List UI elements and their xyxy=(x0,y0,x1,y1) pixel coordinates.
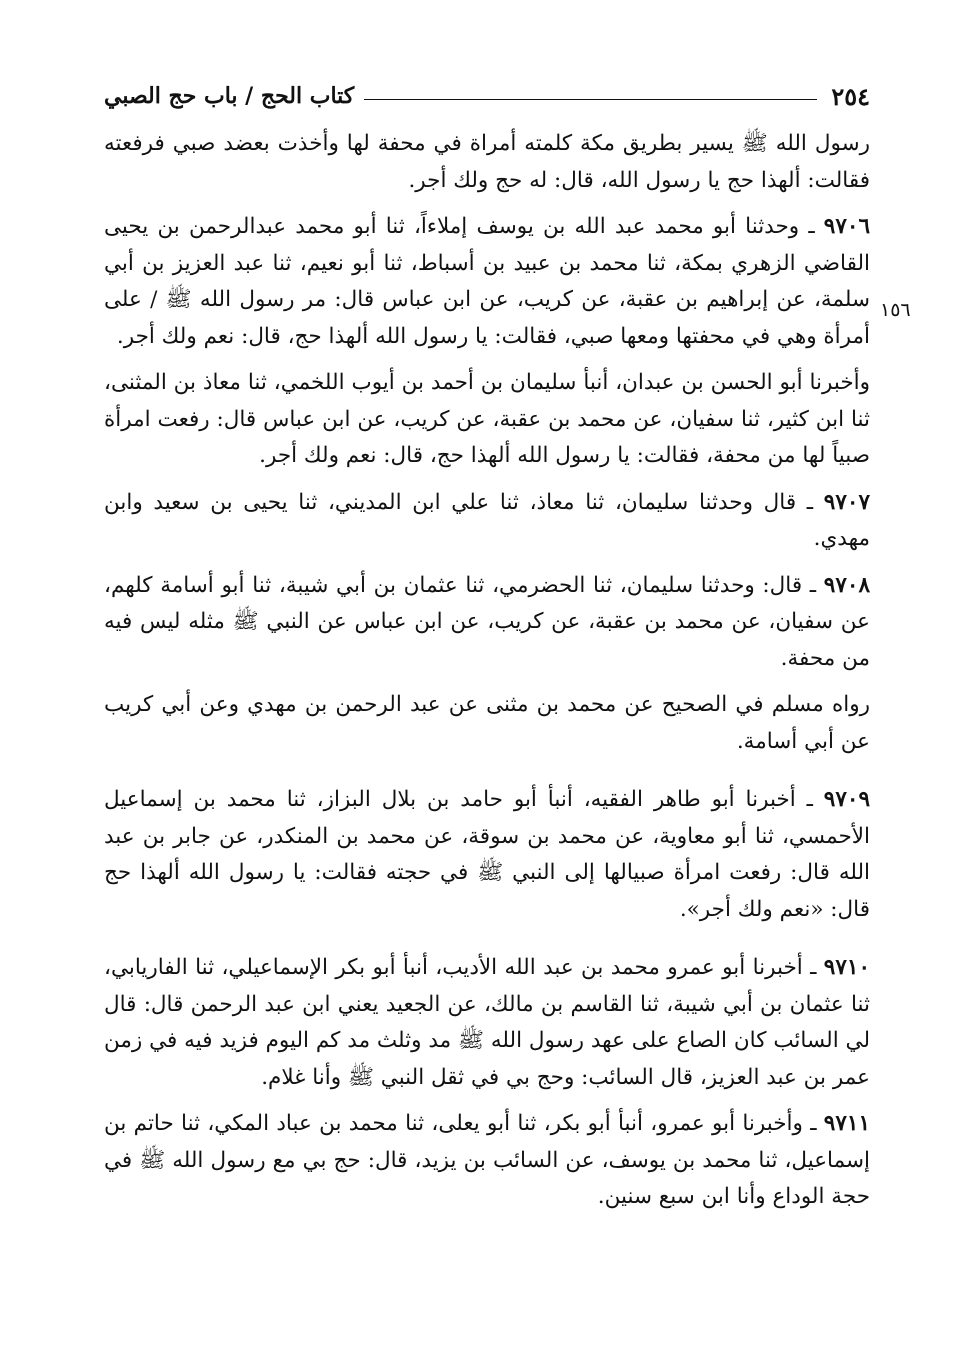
hadith-9711 xyxy=(104,1106,870,1216)
hadith-text: ـ قال: وحدثنا سليمان، ثنا الحضرمي، ثنا عثمان بن أبي شيبة، ثنا أبو أسامة كلهم، عن سفيان، عن محمد بن عقبة، عن كريب، عن ابن عباس عن النبي ﷺ مثله ليس فيه من محفة. xyxy=(104,572,870,671)
hadith-number: ٩٧١٠ xyxy=(823,955,870,980)
hadith-9709 xyxy=(104,782,870,928)
paragraph-text: رسول الله ﷺ يسير بطريق مكة كلمته أمراة في محفة لها وأخذت بعضد صبي فرفعته فقالت: ألهذا حج يا رسول الله، قال: له حج ولك أجر. xyxy=(104,131,870,193)
paragraph-supporting-chain xyxy=(104,365,870,475)
hadith-9706 xyxy=(104,209,870,355)
paragraph-attribution xyxy=(104,687,870,760)
paragraph-continuation xyxy=(104,126,870,199)
hadith-text: ـ وأخبرنا أبو عمرو، أنبأ أبو بكر، ثنا أبو يعلى، ثنا محمد بن عباد المكي، ثنا حاتم بن إسماعيل، ثنا محمد بن يوسف، عن السائب بن يزيد، قال: حج بي مع رسول الله ﷺ في حجة الوداع وأنا ابن سبع سنين. xyxy=(104,1111,870,1209)
hadith-text: ـ أخبرنا أبو عمرو محمد بن عبد الله الأديب، أنبأ أبو بكر الإسماعيلي، ثنا الفاريابي، ثنا عثمان بن أبي شيبة، ثنا القاسم بن مالك، عن الجعيد يعني ابن عبد الرحمن قال: قال لي السائب كان الصاع على عهد رسول الله ﷺ مد وثلث مد كم اليوم فزيد فيه في زمن عمر بن عبد العزيز، قال السائب: وحج بي في ثقل النبي ﷺ وأنا غلام. xyxy=(104,955,870,1090)
hadith-9707 xyxy=(104,485,870,558)
hadith-number: ٩٧٠٧ xyxy=(823,489,870,515)
header-rule xyxy=(364,99,817,100)
page-number: ٢٥٤ xyxy=(831,81,870,111)
page-header xyxy=(104,78,870,114)
hadith-text: ـ أخبرنا أبو طاهر الفقيه، أنبأ أبو حامد بن بلال البزاز، ثنا محمد بن إسماعيل الأحمسي، ثنا أبو معاوية، عن محمد بن سوقة، عن محمد بن المنكدر، عن جابر بن عبد الله قال: رفعت امرأة صبيالها إلى النبي ﷺ في حجته فقالت: يا رسول الله ألهذا حج قال: «نعم ولك أجر». xyxy=(104,787,870,922)
hadith-number: ٩٧٠٨ xyxy=(823,572,870,598)
margin-page-reference: ١٥٦ xyxy=(880,299,911,321)
hadith-text: ـ وحدثنا أبو محمد عبد الله بن يوسف إملاءاً، ثنا أبو محمد عبدالرحمن بن يحيى القاضي الزهري بمكة، ثنا محمد بن عبيد بن أسباط، ثنا أبو نعيم، ثنا عبد العزيز بن أبي سلمة، عن إبراهيم بن عقبة، عن كريب، عن ابن عباس قال: مر رسول الله ﷺ / على أمرأة وهي في محفتها ومعها صبي، فقالت: يا رسول الله ألهذا حج، قال: نعم ولك أجر. xyxy=(104,214,870,349)
hadith-text: ـ قال وحدثنا سليمان، ثنا معاذ، ثنا علي ابن المديني، ثنا يحيى بن سعيد وابن مهدي. xyxy=(104,489,870,551)
hadith-number: ٩٧٠٩ xyxy=(823,787,870,812)
hadith-number: ٩٧١١ xyxy=(823,1111,870,1136)
hadith-9708 xyxy=(104,568,870,678)
hadith-number: ٩٧٠٦ xyxy=(823,214,870,239)
hadith-9710 xyxy=(104,950,870,1096)
paragraph-text: وأخبرنا أبو الحسن بن عبدان، أنبأ سليمان بن أحمد بن أيوب اللخمي، ثنا معاذ بن المثنى، ثنا ابن كثير، ثنا سفيان، عن محمد بن عقبة، عن كريب، عن ابن عباس قال: رفعت امرأة صبياً لها من محفة، فقالت: يا رسول الله ألهذا حج، قال: نعم ولك أجر. xyxy=(104,370,870,468)
body-text xyxy=(104,126,870,1226)
running-title: كتاب الحج / باب حج الصبي xyxy=(104,83,355,109)
paragraph-text: رواه مسلم في الصحيح عن محمد بن مثنى عن عبد الرحمن بن مهدي وعن أبي كريب عن أبي أسامة. xyxy=(104,692,870,754)
